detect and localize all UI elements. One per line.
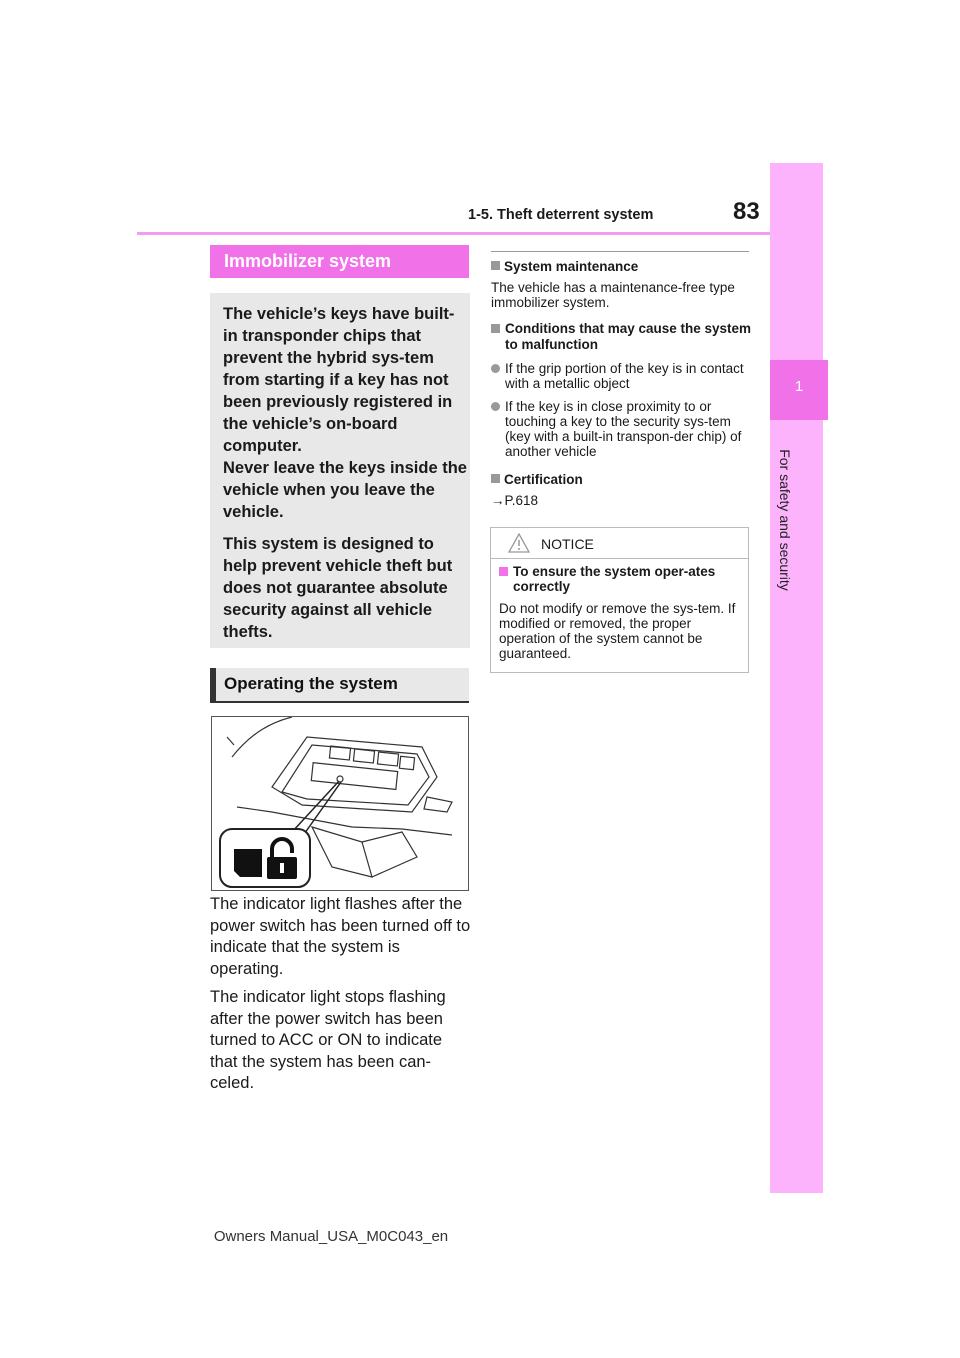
console-drawing — [212, 717, 468, 890]
page-number: 83 — [733, 198, 760, 225]
notice-body: Do not modify or remove the sys-tem. If modified or removed, the proper operation of the system cannot be guaranteed. — [499, 601, 736, 661]
intro-box — [210, 293, 470, 648]
chapter-title: For safety and security — [777, 449, 793, 591]
certification-heading: Certification — [491, 472, 753, 488]
chapter-title-vertical — [771, 430, 799, 610]
maintenance-heading: System maintenance — [491, 259, 753, 275]
square-bullet-icon — [499, 567, 508, 576]
header-rule — [137, 232, 770, 235]
operating-heading-marker — [210, 668, 216, 701]
warning-triangle-icon — [508, 533, 530, 553]
malfunction-bullet-2: If the key is in close proximity to or touching a key to the security sys-tem (key with a built-in transpon-der chip) of another vehicle — [491, 399, 749, 459]
maintenance-text: The vehicle has a maintenance-free type immobilizer system. — [491, 280, 735, 310]
chapter-number: 1 — [794, 378, 804, 395]
malfunction-heading: Conditions that may cause the system to malfunction — [491, 321, 753, 353]
footer — [0, 1228, 960, 1245]
operating-paragraph-2: The indicator light stops flashing after the power switch has been turned to ACC or ON to indicate that the system has been can-celed. — [210, 988, 446, 1092]
certification-reference: →P.618 — [491, 493, 539, 508]
operating-paragraph-1: The indicator light flashes after the power switch has been turned off to indicate that the system is operating. — [210, 895, 471, 978]
notice-heading: To ensure the system oper-ates correctly — [499, 564, 739, 594]
immobilizer-heading: Immobilizer system — [224, 251, 392, 271]
intro-paragraph-3: This system is designed to help prevent vehicle theft but does not guarantee absolute security against all vehicle thefts. — [223, 535, 453, 641]
immobilizer-heading-bar — [210, 245, 469, 278]
intro-paragraph-2: Never leave the keys inside the vehicle when you leave the vehicle. — [223, 459, 467, 521]
notice-header — [491, 528, 748, 559]
square-bullet-icon — [491, 324, 500, 333]
intro-paragraph-1: The vehicle’s keys have built-in transponder chips that prevent the hybrid sys-tem from starting if a key has not been previously registered in the vehicle’s on-board computer. — [223, 305, 455, 455]
notice-box — [490, 527, 749, 673]
malfunction-bullet-1: If the grip portion of the key is in contact with a metallic object — [491, 361, 749, 391]
round-bullet-icon — [491, 402, 500, 411]
chapter-side-strip — [770, 163, 823, 1193]
operating-heading-underline — [210, 701, 469, 703]
footer-text: Owners Manual_USA_M0C043_en — [213, 1228, 449, 1245]
operating-heading: Operating the system — [224, 674, 398, 693]
section-title: 1-5. Theft deterrent system — [468, 207, 654, 223]
overhead-console-illustration — [211, 716, 469, 891]
square-bullet-icon — [491, 474, 500, 483]
notice-label: NOTICE — [541, 536, 594, 552]
operating-heading-bar — [210, 668, 469, 701]
right-column-rule — [491, 251, 749, 252]
square-bullet-icon — [491, 261, 500, 270]
round-bullet-icon — [491, 364, 500, 373]
